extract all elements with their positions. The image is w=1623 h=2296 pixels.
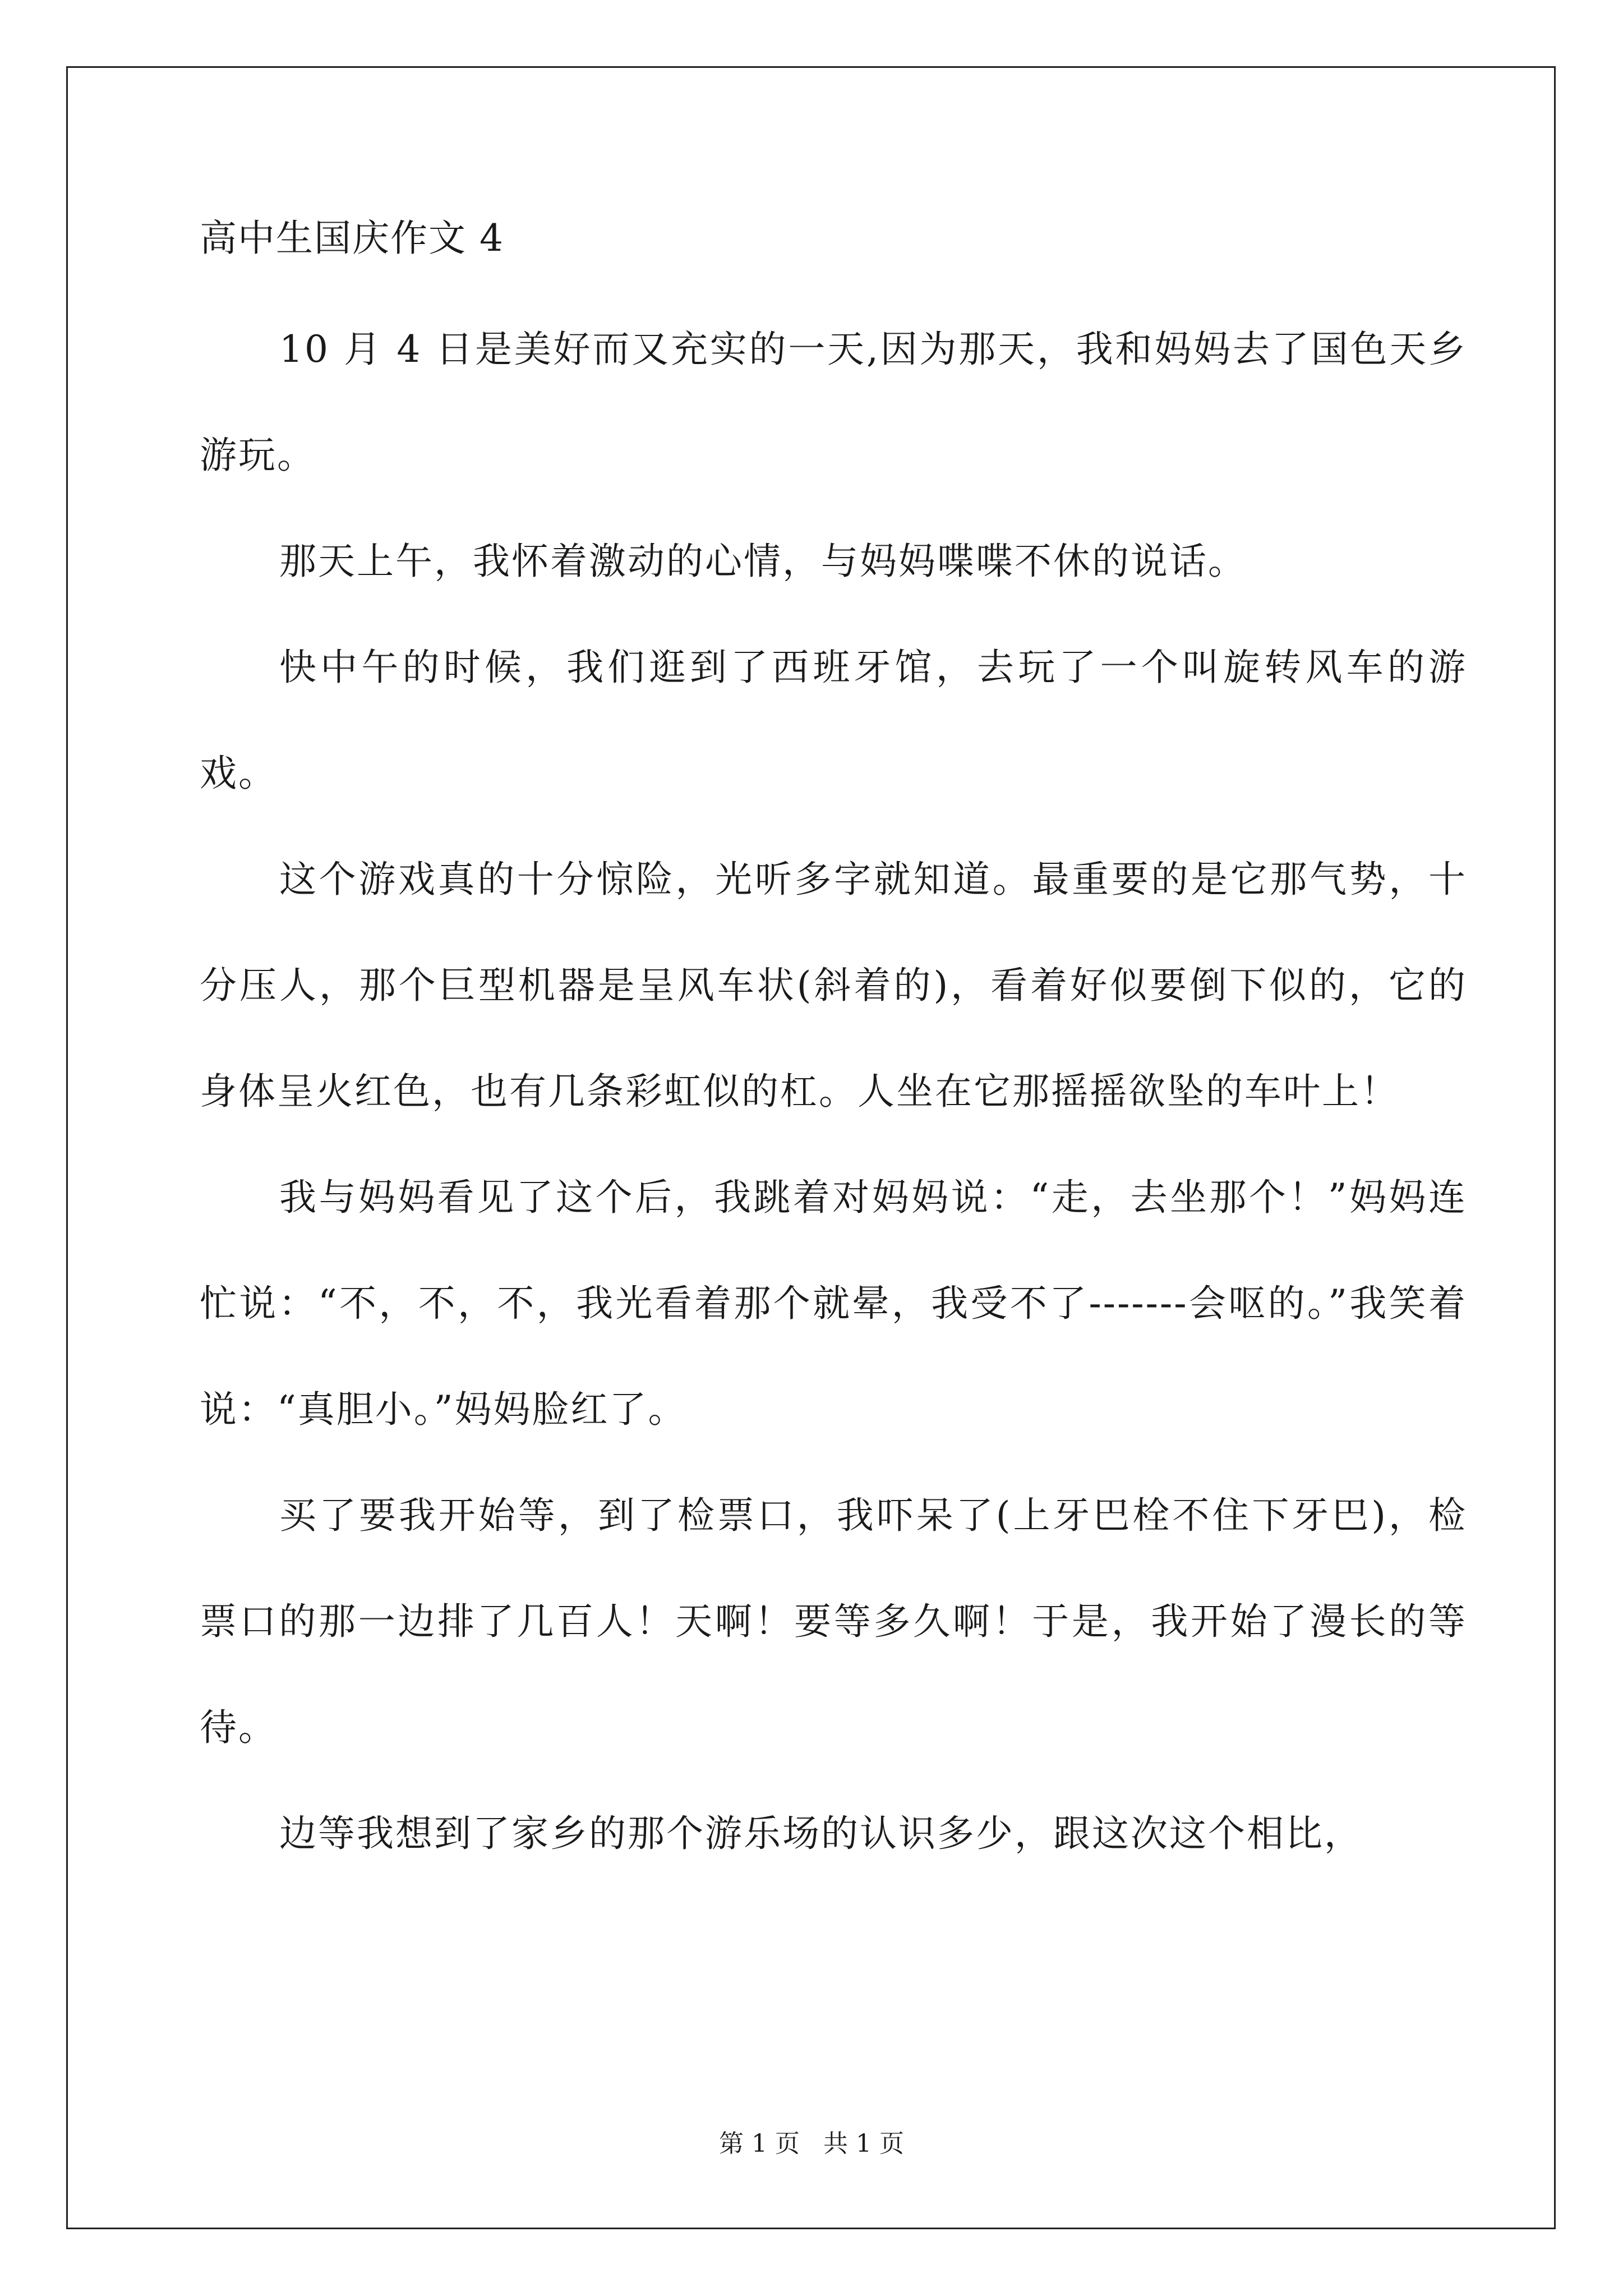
document-body <box>200 213 1467 1887</box>
paragraph-1: 10 月 4 日是美好而又充实的一天,因为那天，我和妈妈去了国色天乡游玩。 <box>200 328 1467 477</box>
document-title: 高中生国庆作文 4 <box>200 217 504 260</box>
paragraph-7: 边等我想到了家乡的那个游乐场的认识多少，跟这次这个相比， <box>279 1812 1363 1855</box>
paragraph-2: 那天上午，我怀着激动的心情，与妈妈喋喋不休的说话。 <box>279 540 1247 583</box>
paragraph-4: 这个游戏真的十分惊险，光听多字就知道。最重要的是它那气势，十分压人，那个巨型机器是呈风车状(斜着的)，看着好似要倒下似的，它的身体呈火红色，也有几条彩虹似的杠。人坐在它那摇摇欲坠的车叶上！ <box>200 858 1467 1113</box>
paragraph-5: 我与妈妈看见了这个后，我跳着对妈妈说：“走，去坐那个！”妈妈连忙说：“不，不，不，我光看着那个就晕，我受不了-------会呕的。”我笑着说：“真胆小。”妈妈脸红了。 <box>200 1176 1467 1431</box>
paragraph-6: 买了要我开始等，到了检票口，我吓呆了(上牙巴栓不住下牙巴)，检票口的那一边排了几百人！天啊！要等多久啊！于是，我开始了漫长的等待。 <box>200 1494 1467 1749</box>
paragraph-3: 快中午的时候，我们逛到了西班牙馆，去玩了一个叫旋转风车的游戏。 <box>200 646 1467 795</box>
page-footer: 第 1 页 共 1 页 <box>719 2129 904 2158</box>
